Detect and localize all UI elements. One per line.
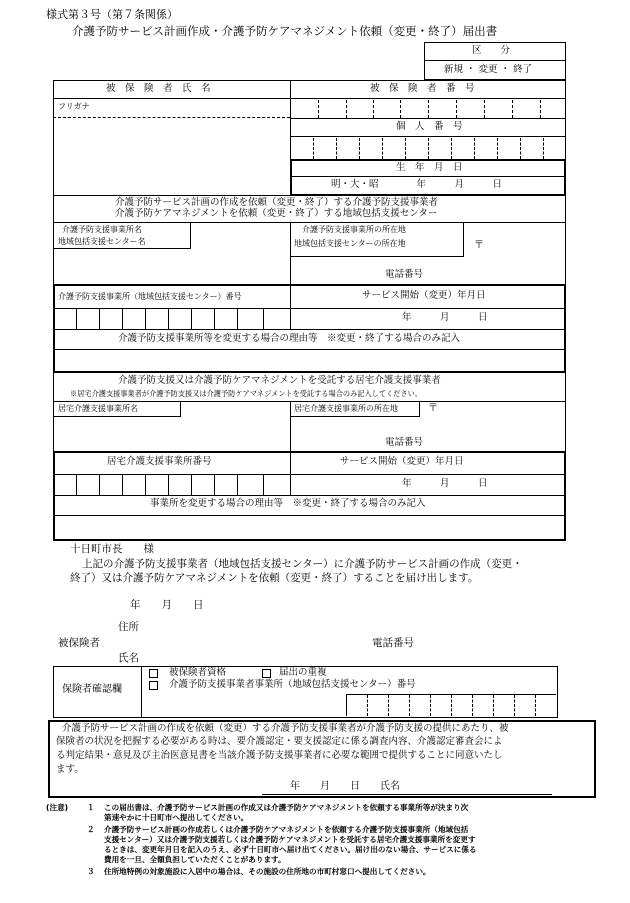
service-start-date-1[interactable]: 年 月 日	[402, 312, 488, 323]
form-number: 様式第３号（第７条関係）	[46, 8, 178, 21]
declaration-date[interactable]: 年 月 日	[130, 599, 204, 611]
provider-address-label2: 地域包括支援センターの所在地	[294, 239, 406, 248]
check1-checkbox[interactable]	[149, 669, 158, 678]
provider-name-label1: 介護予防支援事業所名	[62, 225, 142, 234]
furigana-input[interactable]	[110, 100, 286, 116]
kubun-options[interactable]: 新規 ・ 変更 ・ 終了	[444, 64, 533, 75]
declaration-phone-input[interactable]	[425, 634, 560, 650]
reason-input-1[interactable]	[56, 351, 564, 370]
office-name-label: 居宅介護支援事業所名	[58, 404, 138, 413]
office-name-input[interactable]	[55, 420, 287, 449]
note1-line2: 第速やかに十日町市へ提出してください。	[104, 813, 249, 822]
check3-label: 介護予防支援事業者事業所（地域包括支援センター）番号	[169, 679, 416, 690]
section1-heading-line1: 介護予防サービス計画の作成を依頼（変更・終了）する介護予防支援事業者	[115, 197, 439, 208]
check2-label: 届出の重複	[279, 667, 327, 678]
notes-label: (注意)	[46, 803, 69, 812]
note1-line1: この届出書は、介護予防サービス計画の作成又は介護予防ケアマネジメントを依頼する事業所等が決まり次	[104, 803, 469, 812]
insured-name-input[interactable]	[56, 120, 286, 190]
section2-heading-note: ※居宅介護支援事業者が介護予防支援又は介護予防ケアマネジメントを受託する場合のみ記入してください。	[70, 389, 422, 398]
office-address-input[interactable]	[440, 403, 564, 429]
provider-name-label2: 地域包括支援センター名	[58, 237, 146, 246]
insurer-check-label: 保険者確認欄	[62, 684, 122, 695]
provider-name-input[interactable]	[55, 252, 287, 282]
reason-label-1: 介護予防支援事業所等を変更する場合の理由等 ※変更・終了する場合のみ記入	[118, 333, 461, 344]
provider-number-cells[interactable]	[55, 309, 289, 328]
service-start-date-2[interactable]: 年 月 日	[402, 478, 488, 489]
section2-heading: 介護予防支援又は介護予防ケアマネジメントを受託する居宅介護支援事業者	[118, 375, 441, 386]
declaration-name-input[interactable]	[148, 650, 368, 666]
reason-label-2: 事業所を変更する場合の理由等 ※変更・終了する場合のみ記入	[150, 498, 426, 509]
reason-input-2[interactable]	[56, 518, 564, 538]
declaration-phone-label: 電話番号	[372, 637, 414, 649]
note2-number: ２	[87, 825, 95, 834]
declaration-line1: 上記の介護予防支援事業者（地域包括支援センター）に介護予防サービス計画の作成（変更・	[82, 558, 523, 570]
declaration-address-input[interactable]	[148, 618, 558, 634]
addressee: 十日町市長 様	[70, 543, 154, 555]
section1-heading-line2: 介護予防ケアマネジメントを依頼（変更・終了）する地域包括支援センター	[115, 208, 438, 219]
note2-line3: るときは、変更年月日を記入のうえ、必ず十日町市へ届け出てください。届け出のない場合、サービスに係る	[104, 845, 477, 854]
note2-line2: 支援センター）又は介護予防支援若しくは介護予防ケアマネジメントを受託する居宅介護支援事業所を変更す	[104, 835, 476, 844]
service-start-label-1: サービス開始（変更）年月日	[362, 290, 486, 301]
personal-number-label: 個 人 番 号	[396, 121, 463, 132]
check2-checkbox[interactable]	[262, 669, 271, 678]
provider-phone-input[interactable]	[430, 266, 562, 282]
declaration-name-label: 氏名	[118, 652, 139, 664]
declaration-line2: 終了）又は介護予防ケアマネジメントを依頼（変更・終了）することを届け出します。	[70, 572, 479, 584]
provider-number-label: 介護予防支援事業所（地域包括支援センター）番号	[58, 292, 242, 301]
dob-label: 生 年 月 日	[396, 162, 463, 173]
furigana-label: フリガナ	[58, 102, 90, 111]
insured-name-label: 被 保 険 者 氏 名	[106, 83, 211, 94]
note3-number: ３	[87, 867, 95, 876]
provider-address-label1: 介護予防支援事業所の所在地	[302, 225, 406, 234]
note3-line1: 住所地特例の対象施設に入居中の場合は、その施設の住所地の市町村窓口へ提出してください。	[104, 867, 431, 876]
provider-phone-label: 電話番号	[385, 269, 424, 280]
office-phone-input[interactable]	[430, 434, 562, 450]
insured-number-label: 被 保 険 者 番 号	[370, 83, 475, 94]
office-number-cells[interactable]	[55, 475, 289, 494]
office-address-label: 居宅介護支援事業所の所在地	[294, 404, 398, 413]
check3-checkbox[interactable]	[149, 681, 158, 690]
consent-sign-line[interactable]: 年 月 日 氏名	[290, 781, 400, 792]
declaration-address-label: 住所	[118, 621, 139, 633]
check1-label: 被保険者資格	[169, 667, 227, 678]
note2-line4: 費用を一旦、全額負担していただくことがあります。	[104, 855, 286, 864]
declaration-insured-label: 被保険者	[58, 637, 100, 649]
kubun-label: 区 分	[472, 45, 511, 56]
consent-line3: る判定結果・意見及び主治医意見書を当該介護予防支援事業者に必要な範囲で提供することに同意いたし	[56, 750, 503, 761]
dob-value[interactable]: 明・大・昭 年 月 日	[331, 179, 503, 190]
form-title: 介護予防サービス計画作成・介護予防ケアマネジメント依頼（変更・終了）届出書	[72, 24, 498, 38]
consent-line2: 保険者の状況を把握する必要がある時は、要介護認定・要支援認定に係る調査内容、介護認定審査会によ	[56, 736, 503, 747]
office-postal-mark: 〒	[428, 403, 438, 414]
provider-postal-mark: 〒	[474, 240, 484, 251]
note1-number: １	[87, 803, 95, 812]
office-phone-label: 電話番号	[385, 437, 424, 448]
service-start-label-2: サービス開始（変更）年月日	[340, 456, 464, 467]
office-number-label: 居宅介護支援事業所番号	[107, 456, 212, 467]
provider-address-input[interactable]	[486, 226, 564, 256]
consent-line4: ます。	[56, 764, 84, 775]
note2-line1: 介護予防サービス計画の作成若しくは介護予防ケアマネジメントを依頼する介護予防支援事業所（地域包括	[104, 825, 469, 834]
consent-line1: 介護予防サービス計画の作成を依頼（変更）する介護予防支援事業者が介護予防支援の提供にあたり、被	[62, 723, 509, 734]
